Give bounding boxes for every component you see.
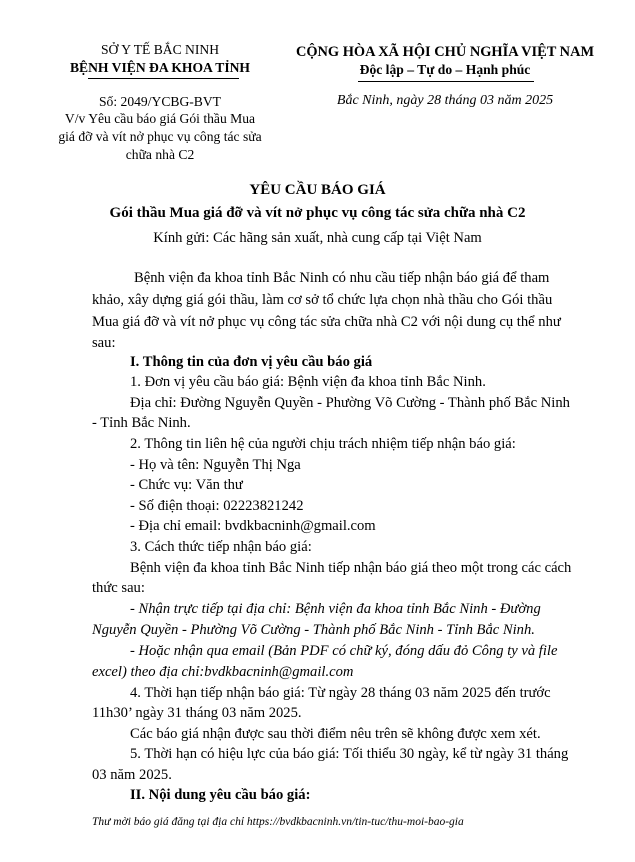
document-title: YÊU CẦU BÁO GIÁ [249, 182, 386, 198]
item-4-line-2: 11h30’ ngày 31 tháng 03 năm 2025. [92, 705, 302, 721]
email-receive-line-2: excel) theo địa chỉ:bvdkbacninh@gmail.com [92, 664, 354, 680]
motto-underline [358, 81, 534, 82]
place-and-date: Bắc Ninh, ngày 28 tháng 03 năm 2025 [336, 93, 554, 108]
department-name: SỞ Y TẾ BẮC NINH [100, 42, 220, 57]
document-number: Số: 2049/YCBG-BVT [99, 94, 221, 109]
subject-line-2: giá đỡ và vít nở phục vụ công tác sửa [58, 129, 262, 144]
subject-line-1: V/v Yêu cầu báo giá Gói thầu Mua [64, 111, 256, 126]
contact-name: - Họ và tên: Nguyễn Thị Nga [130, 457, 301, 473]
item-3: 3. Cách thức tiếp nhận báo giá: [130, 539, 312, 555]
item-1: 1. Đơn vị yêu cầu báo giá: Bệnh viện đa khoa tỉnh Bắc Ninh. [130, 374, 486, 390]
receive-line-2: thức sau: [92, 580, 145, 596]
intro-line-3: Mua giá đỡ và vít nở phục vụ công tác sửa chữa nhà C2 với nội dung cụ thể như [92, 314, 561, 330]
address-line-1: Địa chỉ: Đường Nguyễn Quyền - Phường Võ Cường - Thành phố Bắc Ninh [130, 395, 570, 411]
direct-receive-line-1: - Nhận trực tiếp tại địa chỉ: Bệnh viện đa khoa tỉnh Bắc Ninh - Đường [130, 601, 541, 617]
contact-position: - Chức vụ: Văn thư [130, 477, 243, 493]
address-line-2: - Tỉnh Bắc Ninh. [92, 415, 191, 431]
nation-title: CỘNG HÒA XÃ HỘI CHỦ NGHĨA VIỆT NAM [295, 44, 595, 60]
hospital-name: BỆNH VIỆN ĐA KHOA TỈNH [69, 60, 251, 75]
intro-line-4: sau: [92, 335, 116, 351]
item-5-line-1: 5. Thời hạn có hiệu lực của báo giá: Tối thiểu 30 ngày, kể từ ngày 31 tháng [130, 746, 569, 762]
email-receive-line-1: - Hoặc nhận qua email (Bản PDF có chữ ký, đóng dấu đỏ Công ty và file [130, 643, 558, 659]
national-motto: Độc lập – Tự do – Hạnh phúc [359, 62, 531, 77]
section-2-heading: II. Nội dung yêu cầu báo giá: [130, 787, 311, 803]
contact-phone: - Số điện thoại: 02223821242 [130, 498, 304, 514]
item-4-line-1: 4. Thời hạn tiếp nhận báo giá: Từ ngày 28 tháng 03 năm 2025 đến trước [130, 685, 551, 701]
package-title: Gói thầu Mua giá đỡ và vít nở phục vụ công tác sửa chữa nhà C2 [109, 205, 526, 221]
direct-receive-line-2: Nguyễn Quyền - Phường Võ Cường - Thành phố Bắc Ninh - Tỉnh Bắc Ninh. [92, 622, 535, 638]
footer-note: Thư mời báo giá đăng tại địa chỉ https://bvdkbacninh.vn/tin-tuc/thu-moi-bao-gia [92, 816, 464, 828]
item-2: 2. Thông tin liên hệ của người chịu trách nhiệm tiếp nhận báo giá: [130, 436, 516, 452]
subject-line-3: chữa nhà C2 [125, 147, 195, 162]
intro-line-2: khảo, xây dựng giá gói thầu, làm cơ sở tổ chức lựa chọn nhà thầu cho Gói thầu [92, 292, 553, 308]
item-5-line-2: 03 năm 2025. [92, 767, 172, 783]
late-note: Các báo giá nhận được sau thời điểm nêu trên sẽ không được xem xét. [130, 726, 541, 742]
recipient-line: Kính gửi: Các hãng sản xuất, nhà cung cấp tại Việt Nam [153, 230, 482, 246]
receive-line-1: Bệnh viện đa khoa tỉnh Bắc Ninh tiếp nhận báo giá theo một trong các cách [130, 560, 572, 576]
contact-email: - Địa chỉ email: bvdkbacninh@gmail.com [130, 518, 376, 534]
hospital-underline [88, 78, 239, 79]
intro-line-1: Bệnh viện đa khoa tỉnh Bắc Ninh có nhu cầu tiếp nhận báo giá để tham [134, 270, 550, 286]
section-1-heading: I. Thông tin của đơn vị yêu cầu báo giá [130, 354, 373, 370]
